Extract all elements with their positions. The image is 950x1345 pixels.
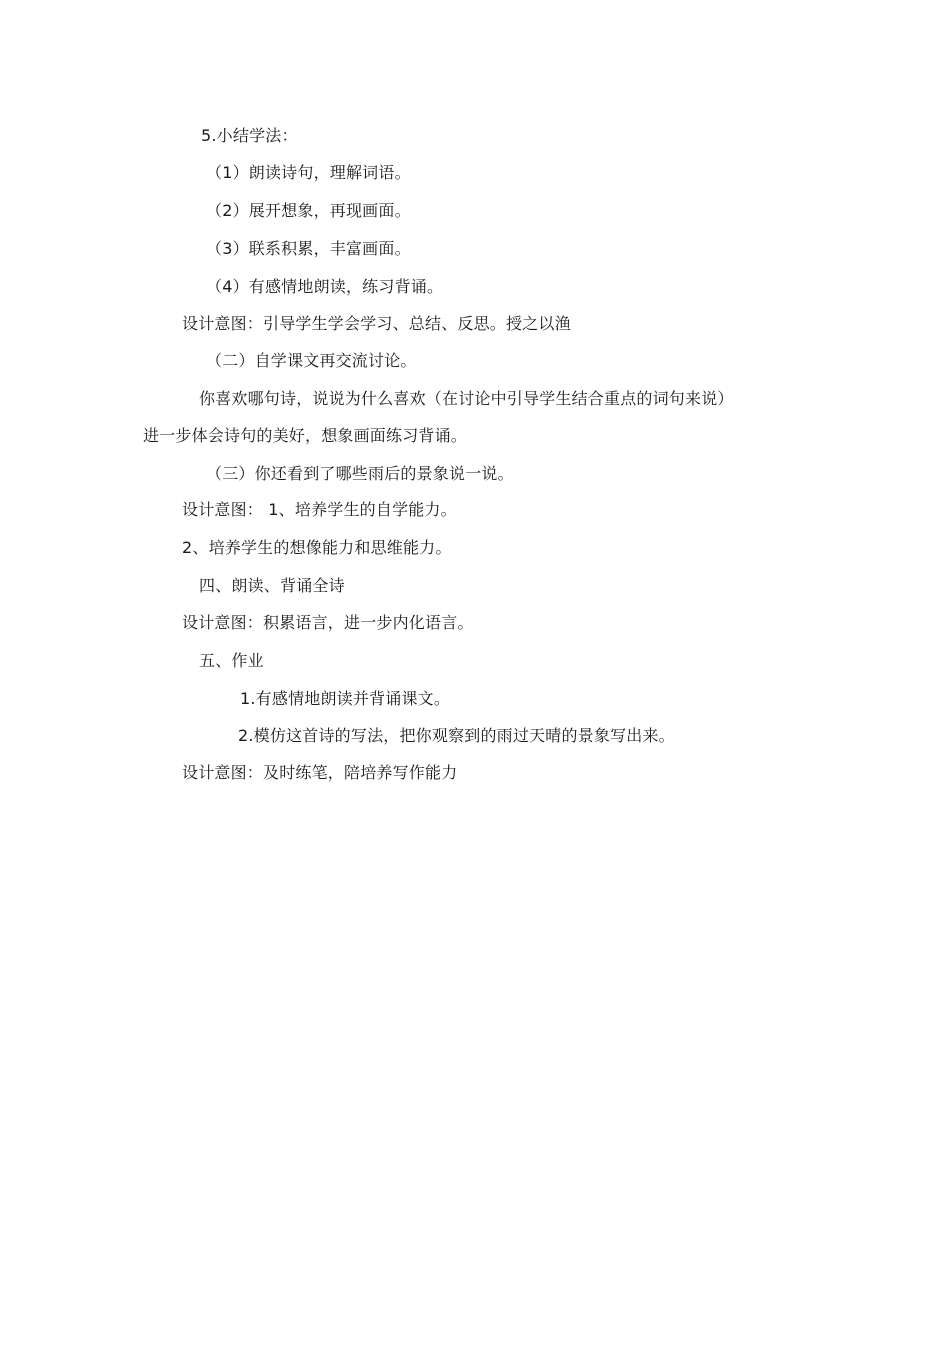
- design-intent-2: 设计意图： 1、培养学生的自学能力。: [182, 500, 457, 519]
- section-heading-2: （二）自学课文再交流讨论。: [206, 351, 417, 370]
- method-item-4: （4）有感情地朗读，练习背诵。: [206, 277, 444, 296]
- homework-item-2: 2.模仿这首诗的写法，把你观察到的雨过天晴的景象写出来。: [238, 726, 675, 745]
- design-intent-4: 设计意图：及时练笔，陪培养写作能力: [182, 763, 458, 782]
- design-intent-3: 设计意图：积累语言，进一步内化语言。: [182, 613, 474, 632]
- section-heading-4: 四、朗读、背诵全诗: [199, 576, 345, 595]
- method-item-2: （2）展开想象，再现画面。: [206, 201, 411, 220]
- summary-heading: 5.小结学法：: [201, 126, 298, 145]
- section-heading-5: 五、作业: [199, 651, 264, 670]
- section-heading-3: （三）你还看到了哪些雨后的景象说一说。: [206, 464, 514, 483]
- homework-item-1: 1.有感情地朗读并背诵课文。: [240, 689, 451, 708]
- discussion-paragraph-line-1: 你喜欢哪句诗，说说为什么喜欢（在讨论中引导学生结合重点的词句来说）: [199, 389, 734, 408]
- design-intent-1: 设计意图：引导学生学会学习、总结、反思。授之以渔: [182, 314, 571, 333]
- method-item-3: （3）联系积累，丰富画面。: [206, 239, 411, 258]
- discussion-paragraph-line-2: 进一步体会诗句的美好，想象画面练习背诵。: [143, 426, 468, 445]
- design-intent-2-item-2: 2、培养学生的想像能力和思维能力。: [182, 538, 452, 557]
- method-item-1: （1）朗读诗句，理解词语。: [206, 163, 411, 182]
